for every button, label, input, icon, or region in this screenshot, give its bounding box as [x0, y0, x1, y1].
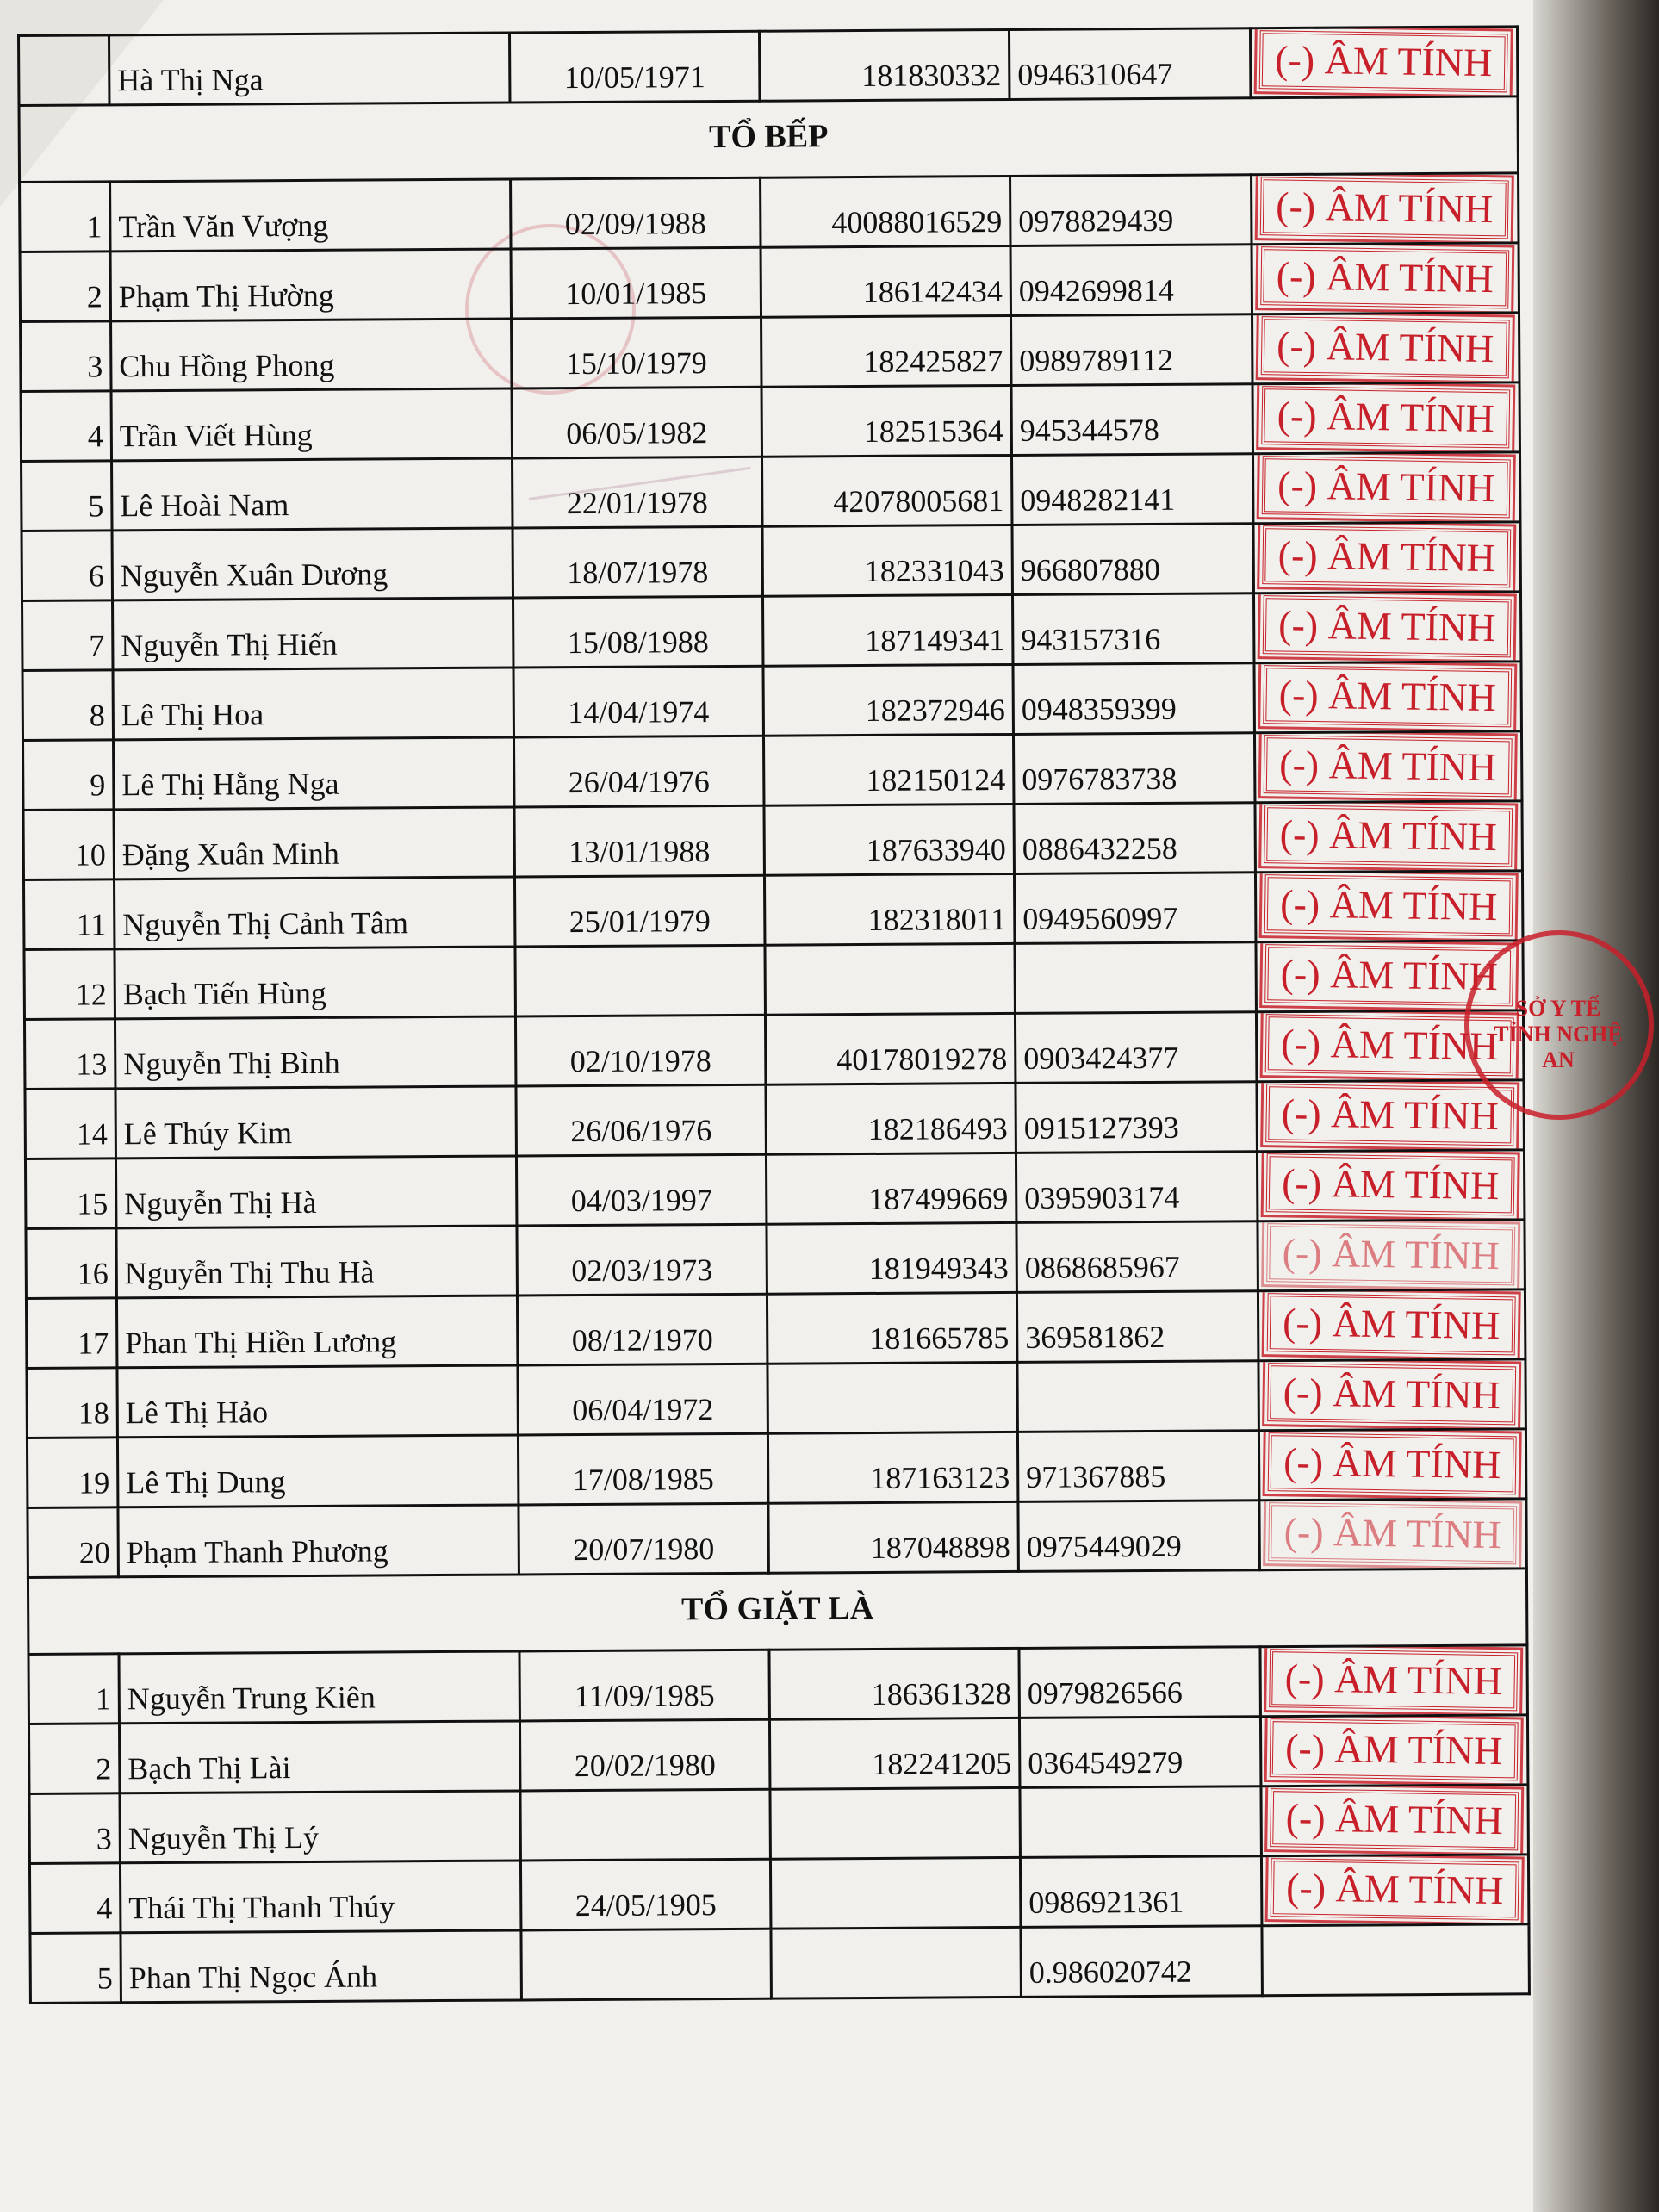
date-of-birth: 26/06/1976: [516, 1084, 766, 1156]
row-number: 19: [27, 1438, 117, 1508]
date-of-birth: 18/07/1978: [513, 526, 762, 598]
date-of-birth: 11/09/1985: [519, 1650, 769, 1721]
id-number: 182425827: [761, 315, 1011, 387]
table-row: [26, 1220, 1525, 1299]
date-of-birth: 25/01/1979: [514, 875, 764, 947]
negative-stamp: (-) ÂM TÍNH: [1260, 177, 1509, 239]
phone-number: 0948282141: [1012, 454, 1253, 525]
person-name: Chu Hồng Phong: [111, 319, 512, 391]
phone-number: 0978829439: [1010, 175, 1252, 246]
negative-stamp: (-) ÂM TÍNH: [1264, 735, 1513, 797]
person-name: Lê Hoài Nam: [112, 458, 513, 531]
result-cell: [1258, 1429, 1525, 1501]
phone-number: 0949560997: [1014, 873, 1255, 944]
person-name: Bạch Thị Lài: [119, 1721, 519, 1793]
date-of-birth: 02/03/1973: [517, 1224, 767, 1296]
row-number: 10: [23, 810, 114, 880]
phone-number: [1017, 1361, 1258, 1432]
date-of-birth: 08/12/1970: [517, 1294, 767, 1365]
date-of-birth: 04/03/1997: [516, 1154, 766, 1226]
person-name: Lê Thị Hảo: [117, 1365, 518, 1438]
person-name: Lê Thị Dung: [117, 1435, 518, 1507]
phone-number: 0903424377: [1015, 1012, 1256, 1084]
row-number: 7: [22, 600, 113, 671]
table-row: [20, 173, 1519, 252]
row-number: 1: [28, 1654, 119, 1724]
table-row: [29, 1785, 1528, 1864]
negative-stamp: (-) ÂM TÍNH: [1265, 944, 1514, 1006]
table-row: [19, 27, 1518, 106]
id-number: 187048898: [768, 1501, 1018, 1573]
person-name: Đặng Xuân Minh: [114, 807, 514, 879]
table-row: [23, 871, 1522, 950]
section-title: TỔ BẾP: [19, 96, 1519, 183]
person-name: Phan Thị Ngọc Ánh: [121, 1930, 521, 2003]
person-name: Trần Viết Hùng: [111, 388, 512, 461]
table-row: [21, 382, 1519, 462]
row-number: 9: [23, 740, 114, 811]
table-row: [23, 801, 1522, 880]
row-number: 20: [28, 1507, 118, 1578]
phone-number: 0.986020742: [1021, 1926, 1262, 1998]
date-of-birth: 26/04/1976: [513, 736, 763, 807]
person-name: Nguyễn Xuân Dương: [112, 528, 513, 600]
result-cell: [1253, 592, 1520, 663]
row-number: 2: [28, 1724, 119, 1794]
person-name: Nguyễn Trung Kiên: [119, 1651, 519, 1724]
person-name: Nguyễn Thị Cảnh Tâm: [114, 877, 514, 949]
negative-stamp: (-) ÂM TÍNH: [1267, 1223, 1516, 1285]
date-of-birth: 06/04/1972: [518, 1364, 767, 1435]
result-cell: [1254, 731, 1521, 803]
result-cell: [1253, 452, 1520, 524]
negative-stamp: (-) ÂM TÍNH: [1262, 386, 1511, 448]
id-number: [771, 1927, 1021, 1998]
table-row: [24, 941, 1523, 1020]
table-row: [20, 243, 1519, 322]
negative-stamp: (-) ÂM TÍNH: [1266, 1084, 1515, 1146]
result-cell: [1254, 662, 1521, 733]
row-number: 14: [25, 1089, 115, 1159]
id-number: 181949343: [767, 1222, 1016, 1294]
table-row: [22, 452, 1520, 531]
id-number: 40088016529: [761, 176, 1010, 247]
date-of-birth: 24/05/1905: [520, 1859, 770, 1930]
result-cell: [1253, 522, 1520, 593]
id-number: 182331043: [762, 525, 1012, 596]
table-row: [30, 1924, 1529, 2004]
date-of-birth: 15/10/1979: [512, 317, 761, 388]
negative-stamp: (-) ÂM TÍNH: [1264, 874, 1513, 936]
table-row: [26, 1289, 1525, 1369]
id-number: 186361328: [769, 1648, 1019, 1719]
person-name: Nguyễn Thị Thu Hà: [116, 1226, 517, 1298]
section-header-row: [19, 96, 1519, 183]
section-header-row: [28, 1569, 1527, 1655]
table-row: [28, 1715, 1527, 1794]
row-number: 17: [26, 1298, 116, 1369]
id-number: 186142434: [761, 245, 1010, 317]
result-cell: [1252, 243, 1519, 314]
person-name: Trần Văn Vượng: [110, 179, 511, 252]
person-name: Thái Thị Thanh Thúy: [120, 1861, 520, 1933]
date-of-birth: 20/02/1980: [519, 1719, 769, 1791]
id-number: 182150124: [763, 734, 1013, 805]
phone-number: 0986921361: [1020, 1856, 1261, 1928]
table-row: [22, 662, 1521, 741]
date-of-birth: 17/08/1985: [518, 1433, 767, 1505]
negative-stamp: (-) ÂM TÍNH: [1263, 525, 1512, 587]
table-row: [24, 1010, 1523, 1090]
row-number: 4: [21, 391, 111, 462]
row-number: 4: [29, 1863, 120, 1934]
table-row: [27, 1429, 1525, 1508]
row-number: 2: [20, 252, 110, 322]
id-number: 182186493: [766, 1083, 1016, 1154]
table-row: [28, 1499, 1526, 1578]
table-row: [25, 1150, 1524, 1229]
id-number: 181830332: [759, 29, 1009, 101]
phone-number: 0395903174: [1016, 1152, 1257, 1223]
phone-number: 971367885: [1017, 1431, 1258, 1502]
result-cell: [1252, 173, 1519, 245]
date-of-birth: 13/01/1988: [514, 805, 764, 877]
official-seal: [1464, 930, 1654, 1120]
section-title: TỔ GIẶT LÀ: [28, 1569, 1527, 1655]
person-name: Lê Thị Hằng Nga: [114, 737, 514, 810]
person-name: Phạm Thanh Phương: [118, 1505, 519, 1577]
row-number: 1: [20, 182, 110, 252]
result-cell: [1250, 27, 1517, 98]
date-of-birth: 20/07/1980: [519, 1503, 768, 1575]
id-number: 187149341: [763, 594, 1013, 666]
id-number: 42078005681: [762, 455, 1012, 526]
negative-stamp: (-) ÂM TÍNH: [1261, 246, 1510, 308]
phone-number: 0989789112: [1011, 314, 1252, 386]
id-number: 187499669: [766, 1153, 1016, 1224]
result-cell: [1259, 1499, 1526, 1570]
negative-stamp: (-) ÂM TÍNH: [1269, 1502, 1518, 1564]
test-results-table: [17, 25, 1531, 2004]
negative-stamp: (-) ÂM TÍNH: [1270, 1718, 1519, 1780]
phone-number: 0975449029: [1018, 1501, 1259, 1572]
negative-stamp: (-) ÂM TÍNH: [1267, 1293, 1516, 1355]
row-number: 3: [21, 321, 111, 392]
date-of-birth: [520, 1789, 770, 1861]
row-number: 3: [29, 1793, 120, 1864]
phone-number: 943157316: [1012, 593, 1253, 665]
row-number: 11: [23, 879, 114, 950]
result-cell: [1258, 1359, 1525, 1431]
id-number: 40178019278: [765, 1013, 1015, 1084]
negative-stamp: (-) ÂM TÍNH: [1263, 595, 1512, 657]
date-of-birth: 10/01/1985: [511, 247, 761, 319]
phone-number: [1020, 1786, 1261, 1858]
row-number: 15: [25, 1159, 115, 1229]
row-number: 5: [22, 461, 112, 531]
phone-number: 369581862: [1016, 1291, 1258, 1363]
row-number: 13: [24, 1019, 115, 1090]
date-of-birth: 10/05/1971: [509, 31, 759, 103]
table-row: [27, 1359, 1525, 1438]
id-number: [770, 1787, 1020, 1859]
table-row: [29, 1855, 1528, 1934]
phone-number: [1015, 942, 1256, 1014]
negative-stamp: (-) ÂM TÍNH: [1270, 1649, 1519, 1711]
phone-number: 0868685967: [1016, 1221, 1258, 1293]
person-name: Lê Thúy Kim: [115, 1086, 516, 1159]
result-cell: [1257, 1080, 1524, 1152]
negative-stamp: (-) ÂM TÍNH: [1266, 1153, 1515, 1215]
id-number: 181665785: [767, 1292, 1016, 1364]
negative-stamp: (-) ÂM TÍNH: [1268, 1432, 1517, 1494]
row-number: 8: [22, 670, 113, 741]
phone-number: 0942699814: [1010, 245, 1252, 316]
person-name: Nguyễn Thị Bình: [115, 1016, 515, 1089]
phone-number: 966807880: [1012, 524, 1253, 595]
result-cell: [1252, 382, 1519, 454]
id-number: 182515364: [761, 385, 1011, 457]
negative-stamp: (-) ÂM TÍNH: [1259, 30, 1508, 92]
result-cell: [1258, 1289, 1525, 1361]
person-name: Bạch Tiến Hùng: [115, 947, 515, 1019]
result-cell: [1260, 1715, 1527, 1786]
id-number: 187633940: [764, 804, 1014, 875]
result-cell: [1260, 1645, 1527, 1717]
seal-text: SỞ Y TẾ TỈNH NGHỆ AN: [1494, 996, 1623, 1072]
result-cell: [1257, 1150, 1524, 1221]
result-cell: [1261, 1785, 1528, 1856]
id-number: [770, 1857, 1020, 1929]
row-number: 5: [30, 1933, 121, 2004]
phone-number: 0979826566: [1019, 1647, 1260, 1718]
table-row: [28, 1645, 1527, 1724]
phone-number: 0946310647: [1009, 28, 1250, 100]
row-number: 12: [24, 949, 115, 1020]
row-number: 6: [22, 531, 112, 601]
id-number: 182318011: [764, 873, 1014, 945]
date-of-birth: [521, 1929, 771, 2000]
date-of-birth: 02/10/1978: [515, 1015, 765, 1086]
phone-number: 0948359399: [1013, 663, 1254, 735]
date-of-birth: 22/01/1978: [513, 457, 762, 528]
phone-number: 0886432258: [1014, 803, 1255, 874]
negative-stamp: (-) ÂM TÍNH: [1271, 1788, 1519, 1850]
id-number: [767, 1362, 1017, 1433]
phone-number: 0364549279: [1019, 1717, 1260, 1788]
row-number: 16: [26, 1228, 116, 1299]
phone-number: 0915127393: [1016, 1082, 1257, 1153]
phone-number: 945344578: [1011, 384, 1252, 456]
result-cell: [1258, 1220, 1525, 1291]
negative-stamp: (-) ÂM TÍNH: [1264, 805, 1513, 867]
negative-stamp: (-) ÂM TÍNH: [1261, 316, 1510, 378]
result-cell: [1255, 801, 1522, 873]
person-name: Hà Thị Nga: [109, 33, 510, 105]
table-row: [22, 522, 1520, 601]
person-name: Phạm Thị Hường: [110, 249, 511, 321]
date-of-birth: [515, 945, 765, 1016]
id-number: 182372946: [763, 664, 1013, 736]
negative-stamp: (-) ÂM TÍNH: [1265, 1014, 1514, 1076]
negative-stamp: (-) ÂM TÍNH: [1262, 456, 1511, 518]
person-name: Lê Thị Hoa: [113, 668, 513, 740]
date-of-birth: 14/04/1974: [513, 666, 763, 737]
table-row: [23, 731, 1522, 811]
person-name: Nguyễn Thị Hà: [115, 1156, 516, 1228]
negative-stamp: (-) ÂM TÍNH: [1271, 1858, 1519, 1920]
date-of-birth: 15/08/1988: [513, 596, 763, 668]
id-number: [765, 943, 1015, 1015]
result-cell: [1262, 1924, 1529, 1996]
date-of-birth: 02/09/1988: [511, 177, 761, 249]
date-of-birth: 06/05/1982: [512, 387, 761, 458]
row-number: [19, 35, 109, 106]
table-row: [25, 1080, 1524, 1159]
negative-stamp: (-) ÂM TÍNH: [1264, 665, 1513, 727]
result-cell: [1261, 1855, 1528, 1926]
person-name: Phan Thị Hiền Lương: [116, 1296, 517, 1368]
id-number: 182241205: [769, 1718, 1019, 1789]
row-number: 18: [27, 1368, 117, 1438]
id-number: 187163123: [767, 1432, 1017, 1503]
table-row: [21, 313, 1519, 392]
negative-stamp: (-) ÂM TÍNH: [1268, 1363, 1517, 1425]
person-name: Nguyễn Thị Hiến: [113, 598, 513, 670]
table-row: [22, 592, 1521, 671]
result-cell: [1255, 871, 1522, 942]
phone-number: 0976783738: [1013, 733, 1254, 805]
person-name: Nguyễn Thị Lý: [120, 1791, 520, 1863]
result-cell: [1252, 313, 1519, 384]
